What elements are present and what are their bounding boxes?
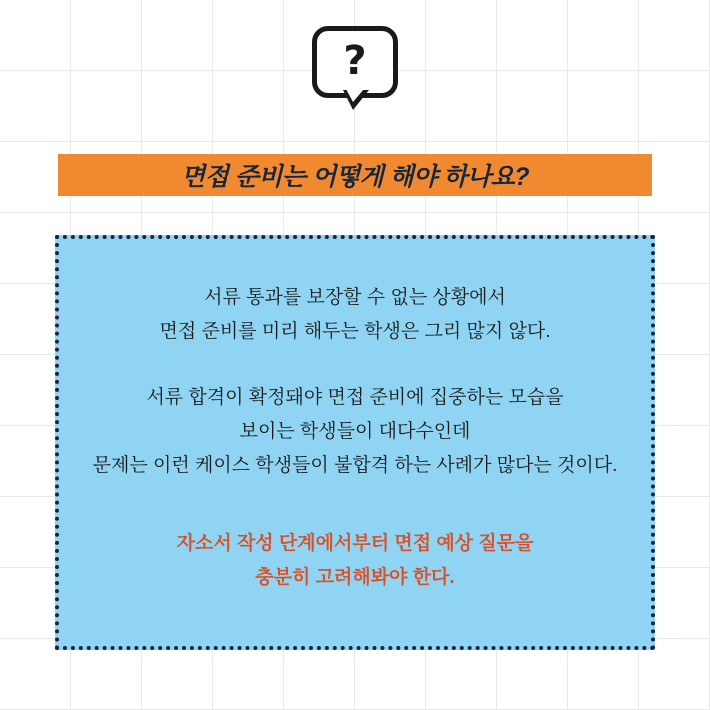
- question-mark-glyph: ?: [343, 38, 367, 84]
- title-banner: [58, 154, 652, 196]
- paragraph-3-line-1: 자소서 작성 단계에서부터 면접 예상 질문을: [176, 533, 534, 554]
- paragraph-1-line-1: 서류 통과를 보장할 수 없는 상황에서: [204, 287, 506, 308]
- paragraph-2-line-2: 보이는 학생들이 대다수인데: [239, 421, 471, 442]
- content-card: [55, 235, 655, 650]
- question-mark-speech-bubble-icon: [312, 26, 398, 98]
- bubble-tail-inner: [346, 89, 364, 102]
- paragraph-1-line-2: 면접 준비를 미리 해두는 학생은 그리 많지 않다.: [159, 321, 551, 342]
- paragraph-2: [77, 381, 634, 483]
- paragraph-2-line-3: 문제는 이런 케이스 학생들이 불합격 하는 사례가 많다는 것이다.: [92, 455, 618, 476]
- paragraph-3-highlight: [161, 527, 550, 595]
- paragraph-3-line-2: 충분히 고려해봐야 한다.: [255, 567, 455, 588]
- paragraph-1: [144, 281, 567, 349]
- speech-bubble-container: [0, 26, 710, 98]
- page-title: 면접 준비는 어떻게 해야 하나요?: [180, 163, 529, 191]
- paragraph-2-line-1: 서류 합격이 확정돼야 면접 준비에 집중하는 모습을: [146, 387, 564, 408]
